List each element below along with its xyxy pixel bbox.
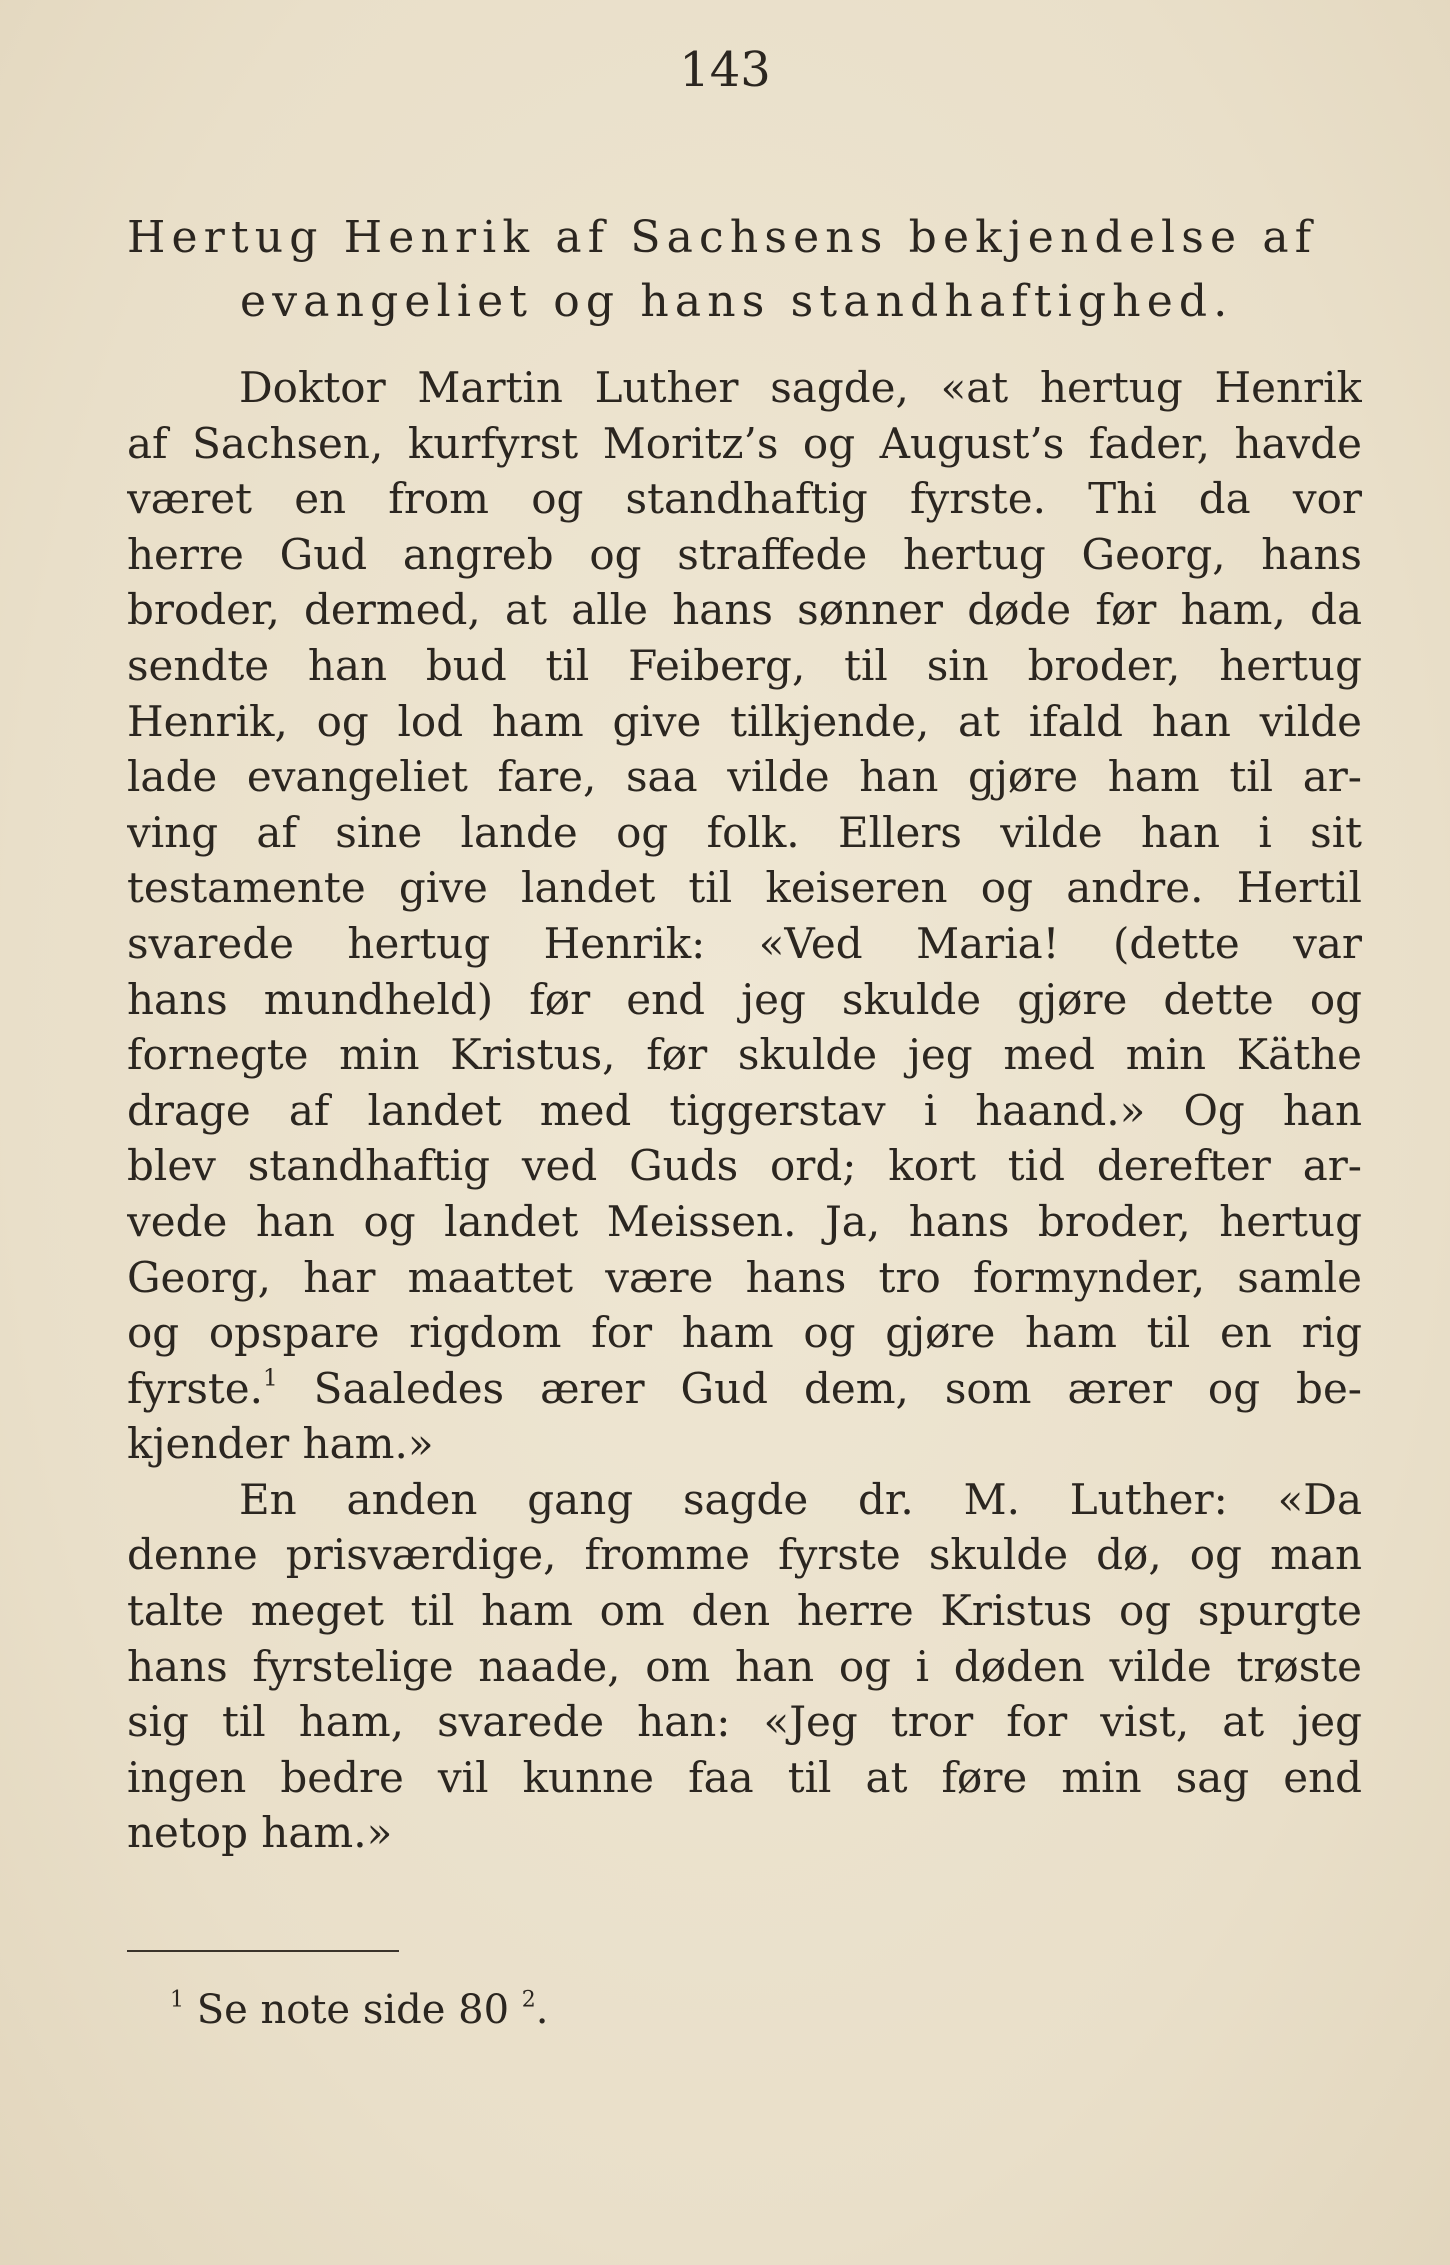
footnote-superscript: 2 [521,1987,536,2013]
text-line-with-footnote [127,1361,1362,1417]
text-line: været en from og standhaftig fyrste. Thi da vor [127,474,1362,524]
text-segment: Saaledes ærer Gud dem, som ærer og be- [313,1363,1362,1413]
text-line: vede han og landet Meissen. Ja, hans broder, hertug [127,1196,1362,1246]
text-line: svarede hertug Henrik: «Ved Maria! (dette var [127,918,1362,968]
body-text [127,360,1362,1861]
text-line: ving af sine lande og folk. Ellers vilde han i sit [127,807,1362,857]
text-line: herre Gud angreb og straffede hertug Georg, hans [127,529,1362,579]
footnote-text: Se note side 80 [196,1987,510,2033]
text-line: sig til ham, svarede han: «Jeg tror for vist, at jeg [127,1697,1362,1747]
text-line: netop ham.» [127,1808,393,1858]
section-heading-line-1: Hertug Henrik af Sachsens bekjendelse af [127,212,1318,263]
footnote-marker: 1 [170,1987,184,2013]
text-line: fornegte min Kristus, før skulde jeg med min Käthe [127,1030,1362,1080]
text-line: og opspare rigdom for ham og gjøre ham til en rig [127,1308,1362,1358]
text-line: ingen bedre vil kunne faa til at føre min sag end [127,1752,1362,1802]
text-line: testamente give landet til keiseren og andre. Hertil [127,863,1362,913]
footnote-reference: 1 [263,1365,278,1392]
footnote-divider [127,1950,399,1952]
footnote [170,1983,548,2037]
text-line: kjender ham.» [127,1419,434,1469]
text-line: broder, dermed, at alle hans sønner døde før ham, da [127,585,1362,635]
text-line: blev standhaftig ved Guds ord; kort tid derefter ar- [127,1141,1362,1191]
text-line: Georg, har maattet være hans tro formynder, samle [127,1252,1362,1302]
text-line: Henrik, og lod ham give tilkjende, at ifald han vilde [127,696,1362,746]
text-line: hans mundheld) før end jeg skulde gjøre dette og [127,974,1362,1024]
text-line: Doktor Martin Luther sagde, «at hertug Henrik [239,363,1362,412]
text-line: sendte han bud til Feiberg, til sin broder, hertug [127,640,1362,690]
footnote-period: . [535,1987,549,2033]
text-line: talte meget til ham om den herre Kristus og spurgte [127,1586,1362,1636]
text-segment: fyrste. [127,1363,263,1413]
section-heading-line-2: evangeliet og hans standhaftighed. [240,276,1234,327]
text-line: denne prisværdige, fromme fyrste skulde dø, og man [127,1530,1362,1580]
page-number: 143 [679,42,771,98]
text-line: lade evangeliet fare, saa vilde han gjøre ham til ar- [127,752,1362,802]
text-line: En anden gang sagde dr. M. Luther: «Da [239,1474,1362,1524]
text-line: af Sachsen, kurfyrst Moritz’s og August’s fader, havde [127,418,1362,468]
text-line: drage af landet med tiggerstav i haand.» Og han [127,1085,1362,1135]
text-line: hans fyrstelige naade, om han og i døden vilde trøste [127,1641,1362,1691]
